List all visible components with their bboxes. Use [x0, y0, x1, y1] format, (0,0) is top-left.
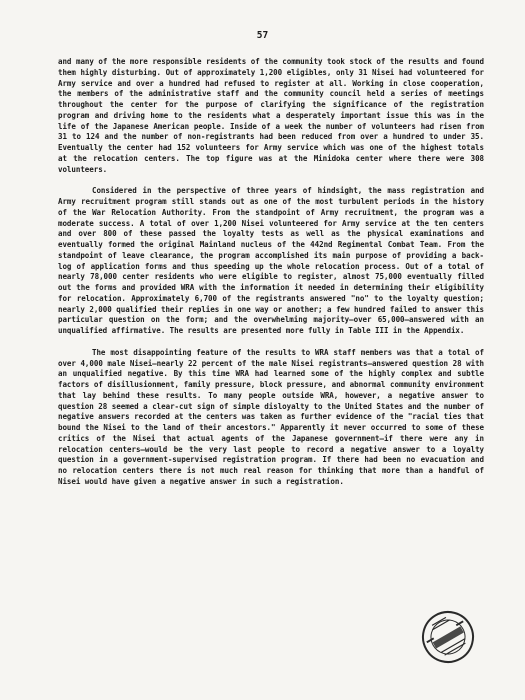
paragraph-2: Considered in the perspective of three years of hindsight, the mass registration and Army recruitment program still stands out as one of the most turbulent periods in the history of the War Relocation Authority. From the standpoint of Army recruitment, the program was a moderate success. A total of over 1,200 Nisei volunteered for Army service at the ten centers and over 800 of these passed the loyalty tests as well as the physical examinations and eventually formed the original Mainland nucleus of the 442nd Regimental Combat Team. From the standpoint of leave clearance, the program accomplished its main purpose of providing a back-log of application forms and thus speeding up the whole relocation process. Out of a total of nearly 78,000 center residents who were eligible to register, almost 75,000 eventually filled out the forms and provided WRA with the information it needed in determining their eligibility for relocation. Approximately 6,700 of the registrants answered "no" to the loyalty question; nearly 2,000 qualified their replies in one way or another; a few hundred failed to answer this particular question on the form; and the overwhelming majority—over 65,000—answered with an unqualified affirmative. The results are presented more fully in Table III in the Appendix.	[58, 186, 484, 335]
body-text	[58, 57, 484, 499]
paragraph-1: and many of the more responsible residents of the community took stock of the results and found them highly disturbing. Out of approximately 1,200 eligibles, only 31 Nisei had volunteered for Army service and over a hundred had refused to register at all. Working in close cooperation, the members of the administrative staff and the community council held a series of meetings throughout the center for the purpose of clarifying the significance of the registration program and driving home to the residents what a desperately important issue this was in the life of the Japanese American people. Inside of a week the number of volunteers had risen from 31 to 124 and the number of non-registrants had been reduced from over a hundred to under 35. Eventually the center had 152 volunteers for Army service which was one of the highest totals at the relocation centers. The top figure was at the Minidoka center where there were 308 volunteers.	[58, 57, 484, 174]
paragraph-3: The most disappointing feature of the results to WRA staff members was that a total of over 4,000 male Nisei—nearly 22 percent of the male Nisei registrants—answered question 28 with an unqualified negative. By this time WRA had learned some of the highly complex and subtle factors of disillusionment, family pressure, block pressure, and abnormal community environment that lay behind these results. To many people outside WRA, however, a negative answer to question 28 seemed a clear-cut sign of simple disloyalty to the United States and the number of negative answers recorded at the centers was taken as further evidence of the "racial ties that bound the Nisei to the land of their ancestors." Apparently it never occurred to some of these critics of the Nisei that actual agents of the Japanese government—if there were any in relocation centers—would be the very last people to record a negative answer to a loyalty question in a government-supervised registration program. If there had been no evacuation and no relocation centers there is not much real reason for thinking that more than a handful of Nisei would have given a negative answer in such a registration.	[58, 347, 484, 486]
page-number: 57	[256, 30, 269, 41]
archive-stamp-seal	[418, 607, 478, 667]
